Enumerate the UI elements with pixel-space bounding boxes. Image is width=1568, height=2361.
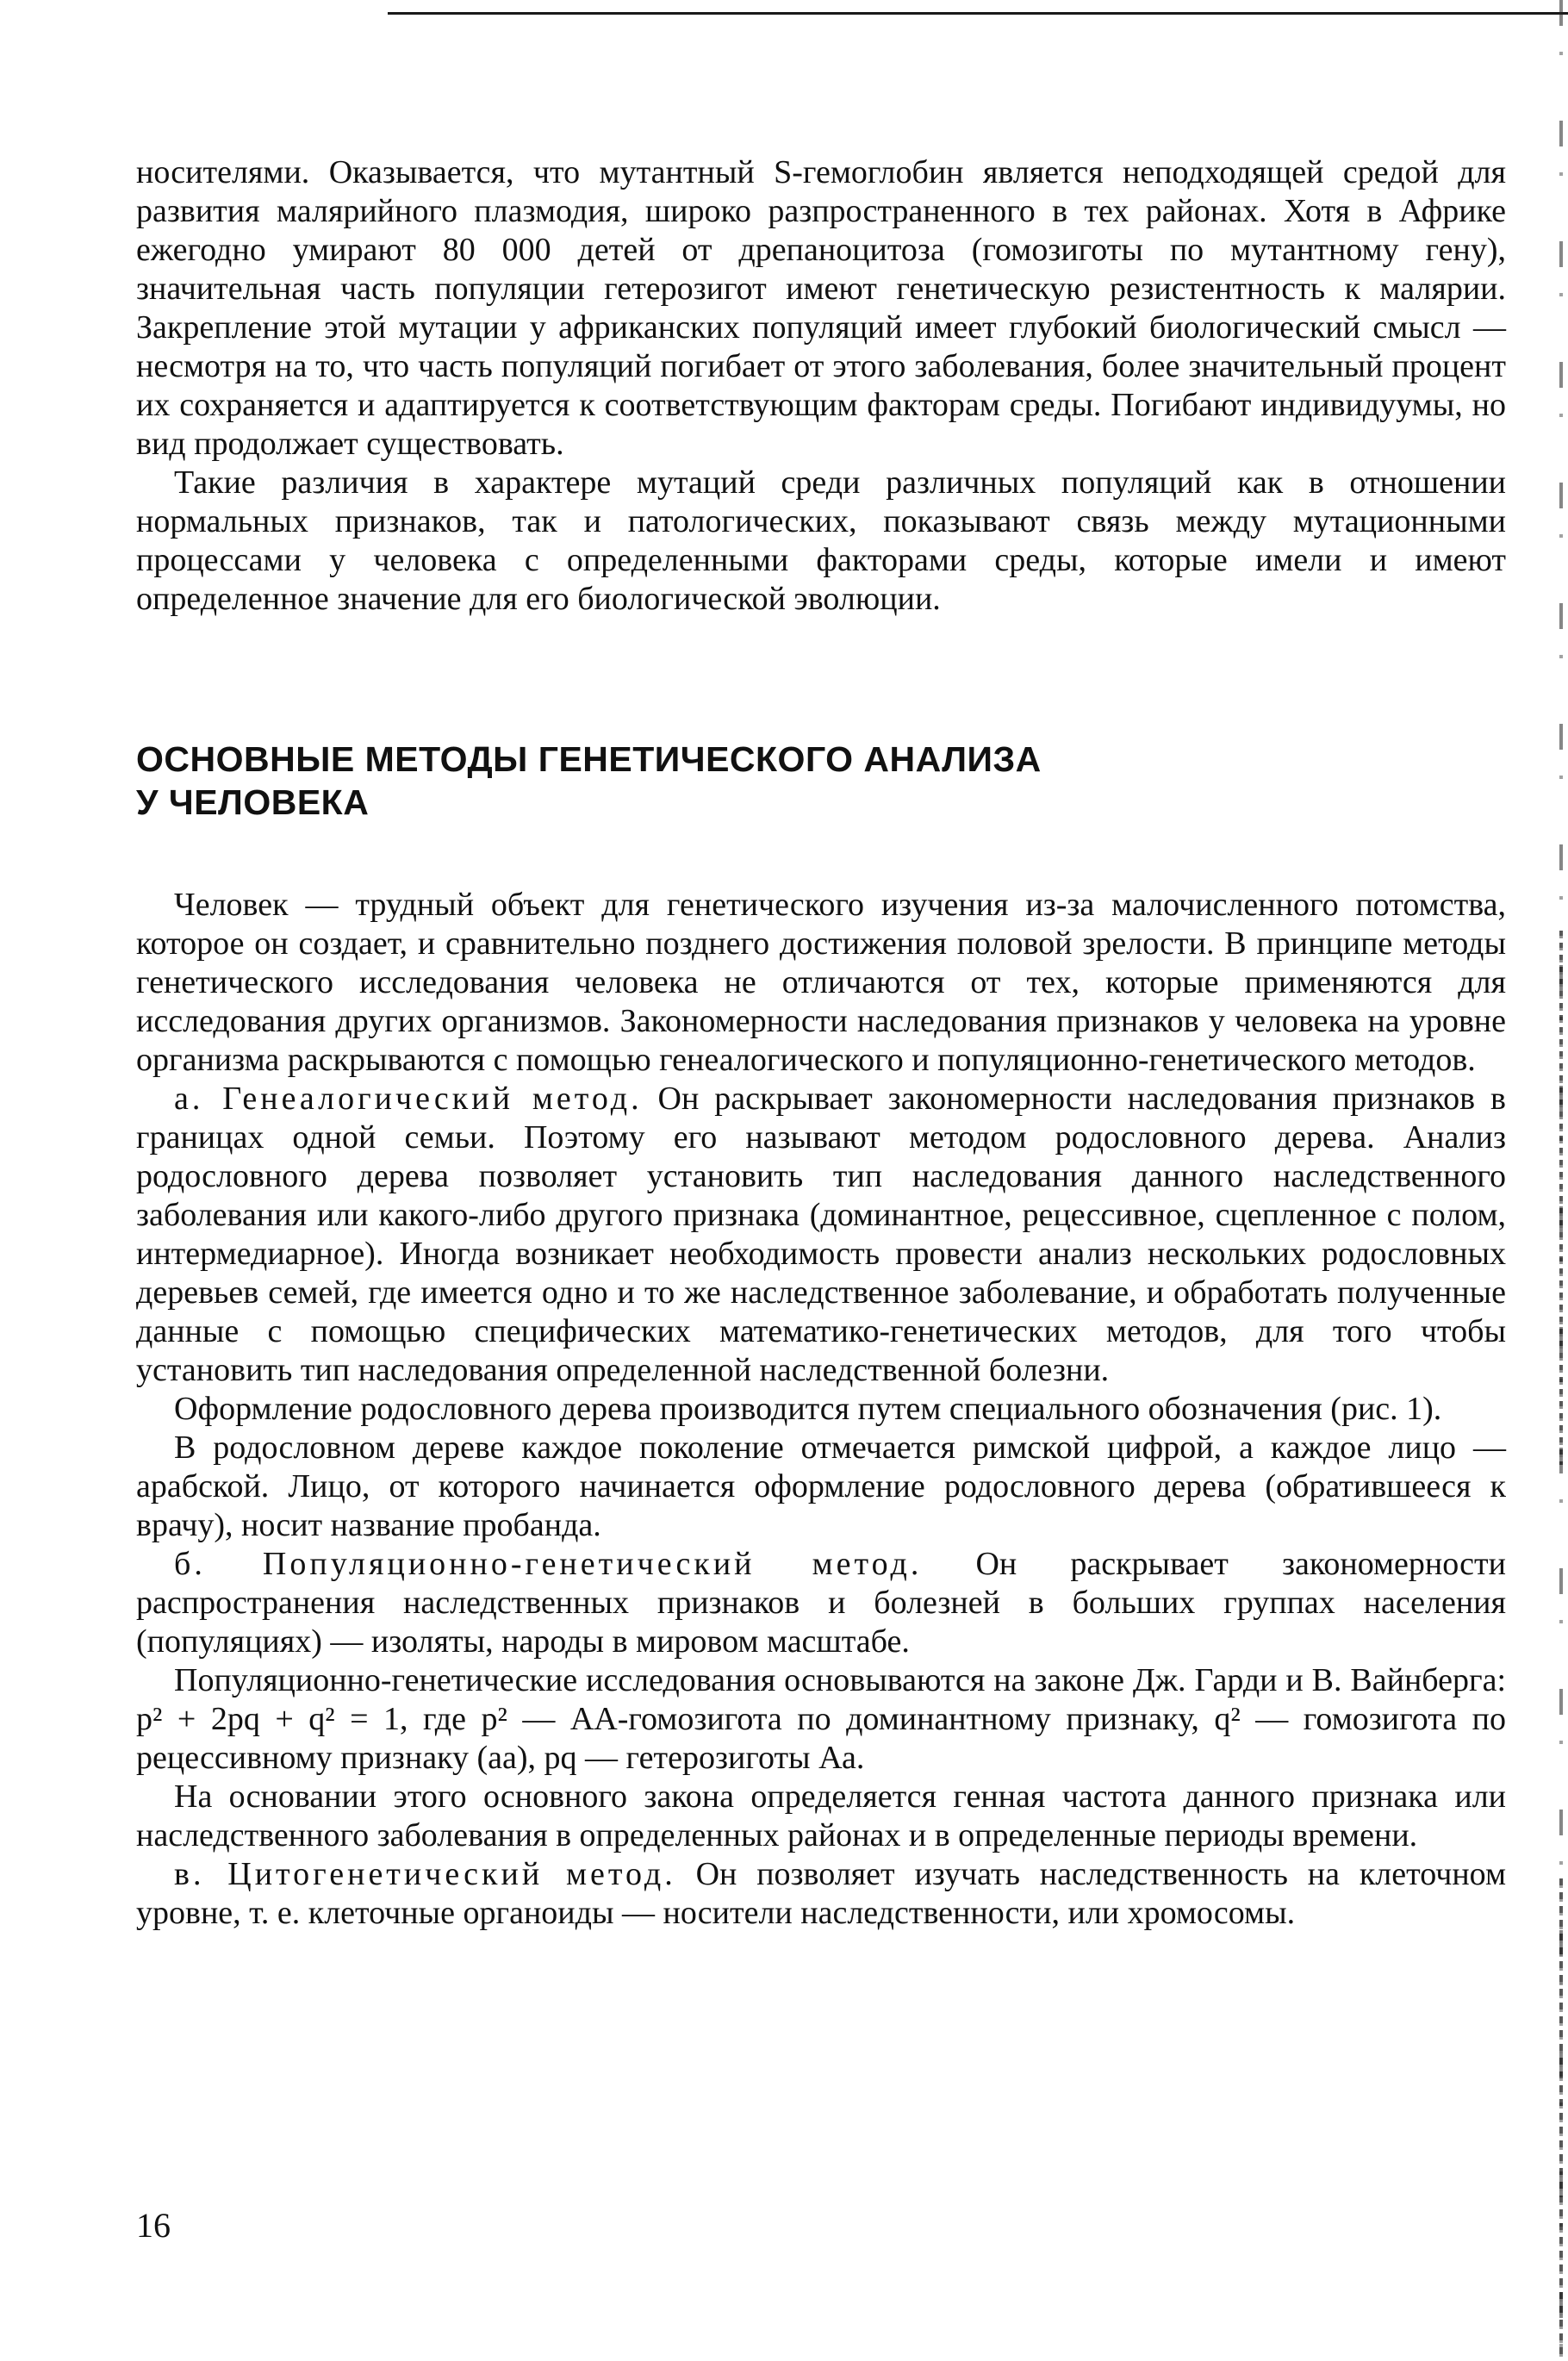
page-edge-shadow-middle	[1559, 931, 1563, 1465]
population-method-paragraph	[136, 1545, 1506, 1661]
intro-paragraph-2: Такие различия в характере мутаций среди различных популяций как в отношении нормальных признаков, так и патологических, показывают связь между мутационными процессами у человека с определенными факторами среды, которые имели и имеют определенное значение для его биологической эволюции.	[136, 464, 1506, 617]
cytogenetic-method-paragraph	[136, 1855, 1506, 1933]
population-method-label: б. Популяционно-генетический метод.	[174, 1546, 923, 1582]
pedigree-notation-paragraph: Оформление родословного дерева производится путем специального обозначения (рис. 1).	[174, 1391, 1442, 1427]
section-heading-line-1: ОСНОВНЫЕ МЕТОДЫ ГЕНЕТИЧЕСКОГО АНАЛИЗА	[136, 739, 1042, 779]
top-rule	[388, 12, 1568, 15]
cytogenetic-method-text: Он позволяет изучать наследственность на клеточном уровне, т. е. клеточные органоиды — носители наследственности, или хромосомы.	[136, 1856, 1507, 1931]
genealogical-method-text: Он раскрывает закономерности наследования признаков в границах одной семьи. Поэтому его называют методом родословного дерева. Анализ родословного дерева позволяет установить тип наследования данного наследственного заболевания или какого-либо другого признака (доминантное, рецессивное, сцепленное с полом, интермедиарное). Иногда возникает необходимость провести анализ нескольких родословных деревьев семей, где имеется одно и то же наследственное заболевание, и обработать полученные данные с помощью специфических математико-генетических методов, для того чтобы установить тип наследования определенной наследственной болезни.	[136, 1081, 1506, 1388]
pedigree-generations-paragraph: В родословном дереве каждое поколение отмечается римской цифрой, а каждое лицо — арабской. Лицо, от которого начинается оформление родословного дерева (обратившееся к врачу), носит название пробанда.	[136, 1430, 1506, 1543]
genealogical-method-paragraph	[136, 1080, 1506, 1390]
section-heading	[136, 738, 1239, 824]
intro-paragraph-1: носителями. Оказывается, что мутантный S-гемоглобин является неподходящей средой для развития малярийного плазмодия, широко разпространенного в тех районах. Хотя в Африке ежегодно умирают 80 000 детей от дрепаноцитоза (гомозиготы по мутантному гену), значительная часть популяции гетерозигот имеют генетическую резистентность к малярии. Закрепление этой мутации у африканских популяций имеет глубокий биологический смысл — несмотря на то, что часть популяций погибает от этого заболевания, более значительный процент их сохраняется и адаптируется к соответствующим факторам среды. Погибают индивидуумы, но вид продолжает существовать.	[136, 154, 1506, 462]
page-number: 16	[136, 2206, 171, 2245]
cytogenetic-method-label: в. Цитогенетический метод.	[174, 1856, 676, 1892]
population-method-text: Он раскрывает закономерности распространения наследственных признаков и болезней в больших группах населения (популяциях) — изоляты, народы в мировом масштабе.	[136, 1546, 1506, 1660]
section-heading-line-2: У ЧЕЛОВЕКА	[136, 782, 370, 822]
gene-frequency-paragraph: На основании этого основного закона определяется генная частота данного признака или наследственного заболевания в определенных районах и в определенные периоды времени.	[136, 1779, 1506, 1853]
section-paragraph-intro: Человек — трудный объект для генетического изучения из-за малочисленного потомства, которое он создает, и сравнительно позднего достижения половой зрелости. В принципе методы генетического исследования человека не отличаются от тех, которые применяются для исследования других организмов. Закономерности наследования признаков у человека на уровне организма раскрываются с помощью генеалогического и популяционно-генетического методов.	[136, 887, 1506, 1078]
page-edge-shadow-bottom	[1559, 1878, 1563, 2361]
hardy-weinberg-paragraph: Популяционно-генетические исследования основываются на законе Дж. Гарди и В. Вайнберга: p² + 2pq + q² = 1, где p² — АА-гомозигота по доминантному признаку, q² — гомозигота по рецессивному признаку (аа), pq — гетерозиготы Аа.	[136, 1662, 1506, 1776]
page-content	[136, 153, 1506, 1933]
genealogical-method-label: а. Генеалогический метод.	[174, 1081, 643, 1117]
